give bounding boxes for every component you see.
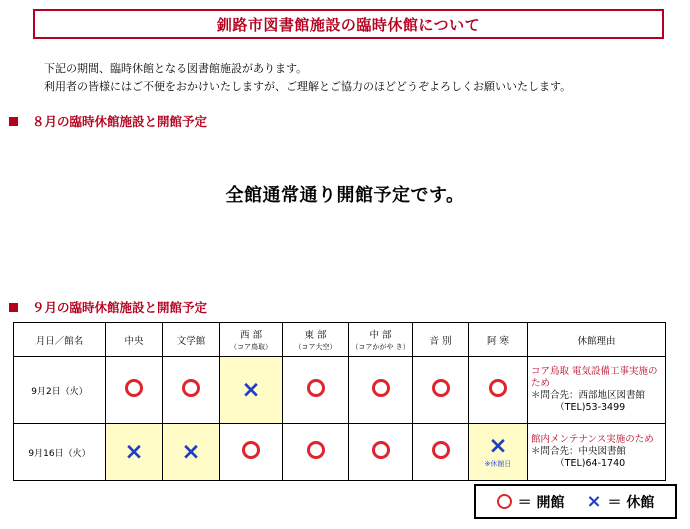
closed-cross-icon: ×: [586, 491, 602, 512]
august-message: 全館通常通り開館予定です。: [225, 185, 465, 206]
status-cell-open: [469, 357, 528, 424]
closed-cross-icon: ×: [181, 438, 201, 465]
status-cell-open: [413, 357, 469, 424]
header-akan: 阿 寒: [469, 323, 528, 357]
header-chuo: 中央: [106, 323, 163, 357]
header-bungakukan: 文学館: [163, 323, 220, 357]
header-toubu-name: 東 部: [304, 330, 327, 341]
header-chubu: [349, 323, 413, 357]
table-header-row: [14, 323, 666, 357]
status-cell-open: [283, 424, 349, 481]
reason-title: コア鳥取 電気設備工事実施のため: [531, 366, 658, 389]
open-circle-icon: [497, 494, 512, 509]
open-circle-icon: [307, 379, 325, 397]
status-cell-open: [283, 357, 349, 424]
header-toubu-sub: （コア大空）: [294, 343, 337, 351]
reason-tel: （TEL)64-1740: [555, 458, 626, 469]
open-circle-icon: [432, 379, 450, 397]
legend-open-label: ＝ 開館: [517, 494, 565, 511]
closed-day-note: ※休館日: [484, 460, 512, 468]
open-circle-icon: [242, 441, 260, 459]
header-onbetsu: 音 別: [413, 323, 469, 357]
status-cell-closed: [469, 424, 528, 481]
header-toubu: [283, 323, 349, 357]
status-cell-open: [106, 357, 163, 424]
status-cell-open: [163, 357, 220, 424]
table-row: [14, 424, 666, 481]
open-circle-icon: [125, 379, 143, 397]
status-cell-closed: [163, 424, 220, 481]
header-date-name: 月日／館名: [14, 323, 106, 357]
status-cell-closed: [220, 357, 283, 424]
status-cell-open: [349, 424, 413, 481]
table-row: [14, 357, 666, 424]
status-cell-open: [220, 424, 283, 481]
closed-cross-icon: ×: [124, 438, 144, 465]
reason-cell: [528, 357, 666, 424]
intro-line-2: 利用者の皆様にはご不便をおかけいたしますが、ご理解とご協力のほどどうぞよろしくお願いいたします。: [44, 80, 572, 93]
reason-contact: ＊問合先：中央図書館: [531, 446, 627, 457]
header-reason: 休館理由: [528, 323, 666, 357]
open-circle-icon: [182, 379, 200, 397]
reason-cell: [528, 424, 666, 481]
header-seibu: [220, 323, 283, 357]
legend-closed-label: ＝ 休館: [607, 494, 655, 511]
square-bullet-icon: [9, 117, 18, 126]
page-title: 釧路市図書館施設の臨時休館について: [216, 15, 481, 34]
closed-cross-icon: ×: [241, 376, 261, 403]
open-circle-icon: [307, 441, 325, 459]
header-chubu-sub: （コアかがや き）: [351, 343, 410, 351]
august-section-heading: [9, 112, 207, 130]
row-date: 9月16日（火）: [14, 424, 106, 481]
header-seibu-name: 西 部: [239, 330, 263, 341]
september-section-heading: [9, 298, 207, 316]
status-cell-open: [349, 357, 413, 424]
september-heading-text: ９月の臨時休館施設と開館予定: [32, 300, 208, 315]
reason-tel: （TEL)53-3499: [555, 402, 626, 413]
reason-contact: ＊問合先：西部地区図書館: [531, 390, 646, 401]
closed-cross-icon: ×: [488, 433, 508, 459]
header-chubu-name: 中 部: [369, 330, 392, 341]
open-circle-icon: [432, 441, 450, 459]
legend-box: [474, 484, 677, 519]
header-seibu-sub: （コア鳥取）: [230, 343, 272, 351]
square-bullet-icon: [9, 303, 18, 312]
reason-title: 館内メンテナンス実施のため: [531, 434, 654, 445]
open-circle-icon: [372, 379, 390, 397]
august-heading-text: ８月の臨時休館施設と開館予定: [32, 114, 208, 129]
status-cell-open: [413, 424, 469, 481]
status-cell-closed: [106, 424, 163, 481]
row-date: 9月2日（火）: [14, 357, 106, 424]
september-schedule-table: [13, 322, 666, 481]
open-circle-icon: [372, 441, 390, 459]
intro-line-1: 下記の期間、臨時休館となる図書館施設があります。: [44, 62, 308, 75]
page-title-box: [33, 9, 664, 39]
open-circle-icon: [489, 379, 507, 397]
